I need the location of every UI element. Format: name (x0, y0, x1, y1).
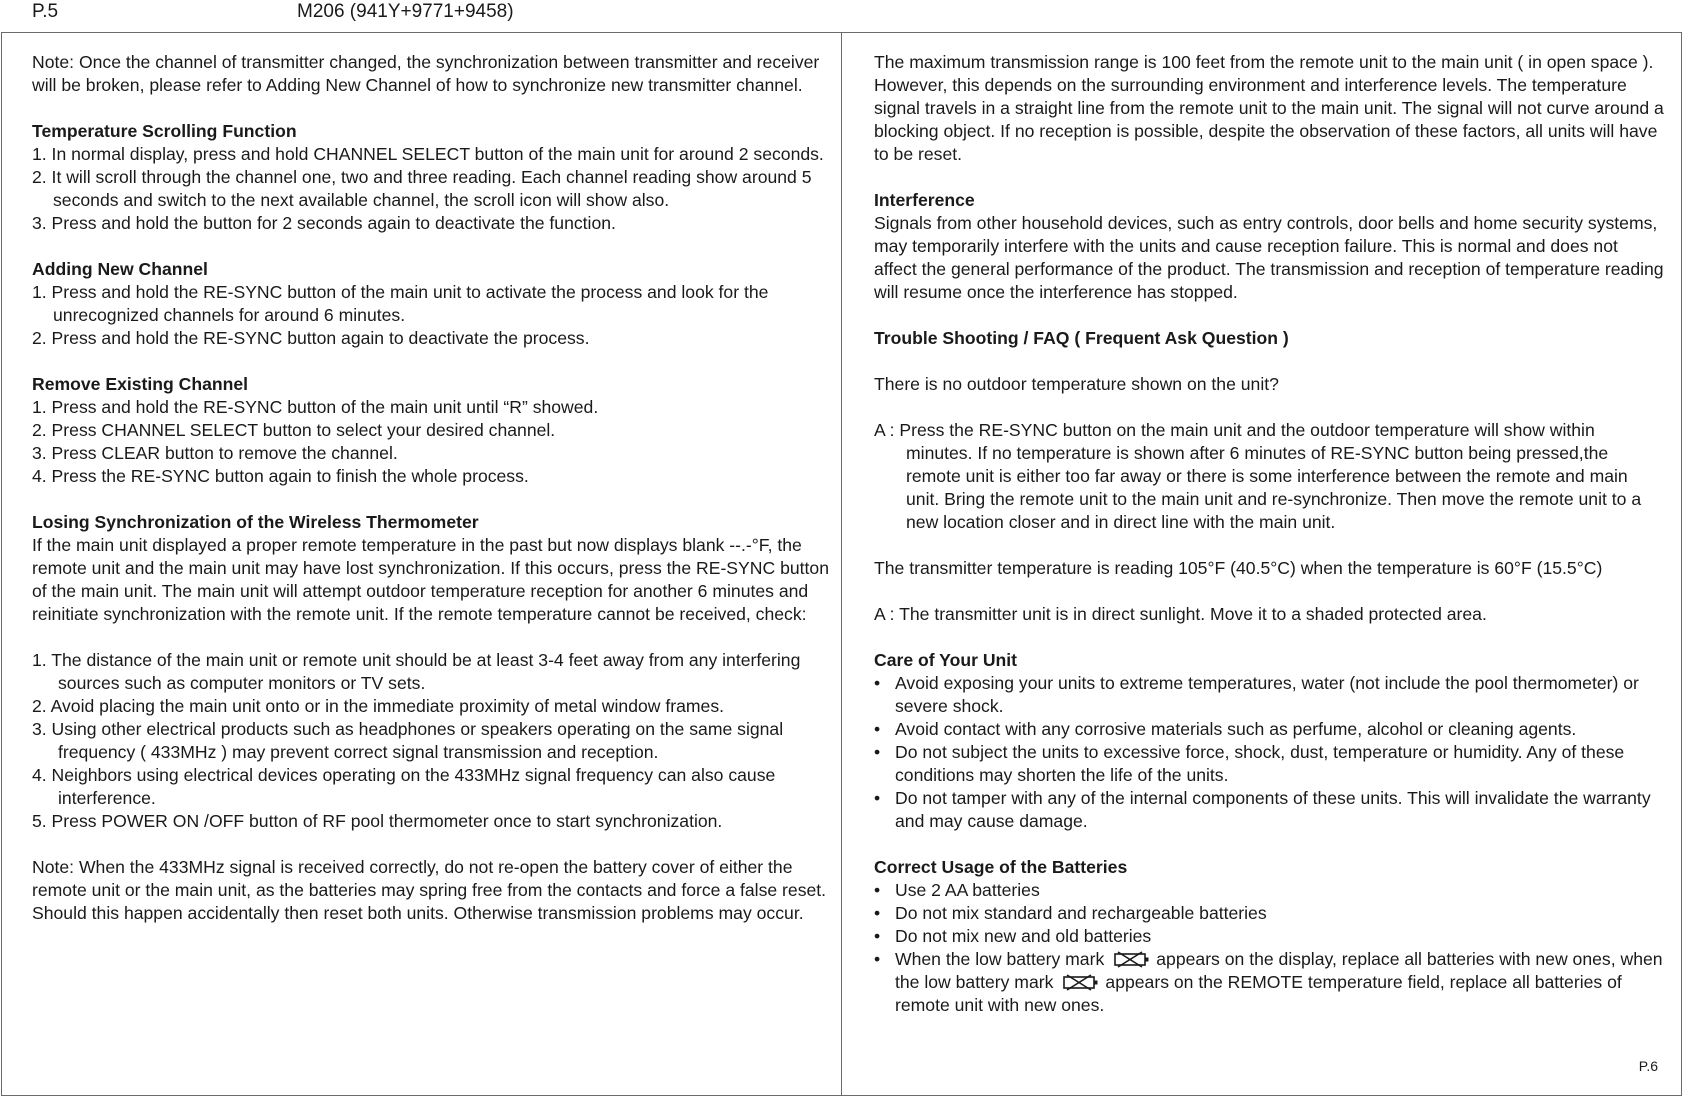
header-model-number: M206 (941Y+9771+9458) (297, 1, 514, 22)
list-item: 5. Press POWER ON /OFF button of RF pool thermometer once to start synchronization. (32, 811, 723, 831)
bullet: • (874, 903, 881, 923)
header-page-number: P.5 (32, 1, 59, 22)
losing-sync-body: If the main unit displayed a proper remote temperature in the past but now displays blank --.-°F, the remote unit and the main unit may have lost synchronization. If this occurs, press the RE-SYNC button of the main unit. The main unit will attempt outdoor temperature reception for another 6 minutes and reinitiate synchronization with the remote unit. If the remote temperature cannot be received, check: (32, 535, 829, 624)
batteries-list (874, 879, 1664, 1017)
list-item: • Avoid contact with any corrosive materials such as perfume, alcohol or cleaning agents. (874, 719, 1577, 739)
faq-heading: Trouble Shooting / FAQ ( Frequent Ask Question ) (874, 328, 1289, 348)
bullet: • (874, 926, 881, 946)
losing-sync-heading: Losing Synchronization of the Wireless Thermometer (32, 512, 479, 532)
list-item: 1. Press and hold the RE-SYNC button of the main unit until “R” showed. (32, 397, 599, 417)
batteries-heading: Correct Usage of the Batteries (874, 857, 1128, 877)
faq-answer-2: A : The transmitter unit is in direct sunlight. Move it to a shaded protected area. (874, 604, 1487, 624)
bullet: • (874, 742, 881, 762)
transmission-range-text: The maximum transmission range is 100 feet from the remote unit to the main unit ( in open space ). However, this depends on the surrounding environment and interference levels. The temperature signal travels in a straight line from the remote unit to the main unit. The signal will not curve around a blocking object. If no reception is possible, despite the observation of these factors, all units will have to be reset. (874, 52, 1664, 164)
bullet: • (874, 719, 881, 739)
adding-channel-heading: Adding New Channel (32, 259, 208, 279)
interference-heading: Interference (874, 190, 975, 210)
bullet: • (874, 880, 881, 900)
list-item: 4. Press the RE-SYNC button again to finish the whole process. (32, 466, 529, 486)
list-item: 1. In normal display, press and hold CHANNEL SELECT button of the main unit for around 2 seconds. (32, 144, 824, 164)
remove-channel-heading: Remove Existing Channel (32, 374, 249, 394)
channel-change-note: Note: Once the channel of transmitter changed, the synchronization between transmitter and receiver will be broken, please refer to Adding New Channel of how to synchronize new transmitter channel. (32, 52, 820, 95)
remove-channel-steps (32, 396, 832, 488)
list-item: 3. Press CLEAR button to remove the channel. (32, 443, 398, 463)
list-item: 2. Press and hold the RE-SYNC button again to deactivate the process. (32, 328, 590, 348)
footer-page-number: P.6 (1638, 1058, 1658, 1074)
list-item: 1. Press and hold the RE-SYNC button of the main unit to activate the process and look for the unrecognized channels for around 6 minutes. (32, 282, 769, 325)
low-battery-icon (1114, 951, 1150, 968)
list-item: 2. Avoid placing the main unit onto or in the immediate proximity of metal window frames. (32, 696, 725, 716)
list-item: • Avoid exposing your units to extreme temperatures, water (not include the pool thermometer) or severe shock. (874, 673, 1639, 716)
list-item: • When the low battery mark appears on the display, replace all batteries with new ones, when the low battery mark appears on the REMOTE temperature field, replace all batteries of remote unit with new ones. (874, 949, 1663, 1015)
bullet: • (874, 949, 881, 969)
scrolling-steps (32, 143, 832, 235)
list-item: • Do not tamper with any of the internal components of these units. This will invalidate the warranty and may cause damage. (874, 788, 1651, 831)
list-item: 1. The distance of the main unit or remote unit should be at least 3-4 feet away from any interfering sources such as computer monitors or TV sets. (32, 650, 801, 693)
bullet: • (874, 788, 881, 808)
list-item: • Do not mix new and old batteries (874, 926, 1152, 946)
list-item: • Use 2 AA batteries (874, 880, 1040, 900)
list-item: 2. Press CHANNEL SELECT button to select your desired channel. (32, 420, 556, 440)
left-column (32, 51, 832, 925)
list-item: • Do not mix standard and rechargeable batteries (874, 903, 1267, 923)
care-heading: Care of Your Unit (874, 650, 1018, 670)
low-battery-icon (1063, 974, 1099, 991)
battery-cover-note: Note: When the 433MHz signal is received correctly, do not re-open the battery cover of either the remote unit or the main unit, as the batteries may spring free from the contacts and force a false reset. Should this happen accidentally then reset both units. Otherwise transmission problems may occur. (32, 857, 827, 923)
list-item: 2. It will scroll through the channel one, two and three reading. Each channel reading show around 5 seconds and switch to the next available channel, the scroll icon will show also. (32, 167, 812, 210)
bullet: • (874, 673, 881, 693)
interference-body: Signals from other household devices, such as entry controls, door bells and home security systems, may temporarily interfere with the units and cause reception failure. This is normal and does not affect the general performance of the product. The transmission and reception of temperature reading will resume once the interference has stopped. (874, 213, 1664, 302)
page-header (0, 0, 1684, 32)
list-item: 4. Neighbors using electrical devices operating on the 433MHz signal frequency can also cause interference. (32, 765, 776, 808)
right-column (874, 51, 1664, 1017)
list-item: 3. Using other electrical products such as headphones or speakers operating on the same signal frequency ( 433MHz ) may prevent correct signal transmission and reception. (32, 719, 784, 762)
faq-question-2: The transmitter temperature is reading 105°F (40.5°C) when the temperature is 60°F (15.5°C) (874, 558, 1603, 578)
list-item: 3. Press and hold the button for 2 seconds again to deactivate the function. (32, 213, 616, 233)
list-item: • Do not subject the units to excessive force, shock, dust, temperature or humidity. Any of these conditions may shorten the life of the units. (874, 742, 1625, 785)
faq-question-1: There is no outdoor temperature shown on the unit? (874, 374, 1279, 394)
scrolling-heading: Temperature Scrolling Function (32, 121, 297, 141)
losing-sync-checklist (32, 649, 832, 833)
faq-answer-1: A : Press the RE-SYNC button on the main unit and the outdoor temperature will show within minutes. If no temperature is shown after 6 minutes of RE-SYNC button being pressed,the remote unit is either too far away or there is some interference between the remote and main unit. Bring the remote unit to the main unit and re-synchronize. Then move the remote unit to a new location closer and in direct line with the main unit. (874, 420, 1642, 532)
care-list (874, 672, 1664, 833)
adding-channel-steps (32, 281, 832, 350)
column-divider (841, 32, 842, 1096)
